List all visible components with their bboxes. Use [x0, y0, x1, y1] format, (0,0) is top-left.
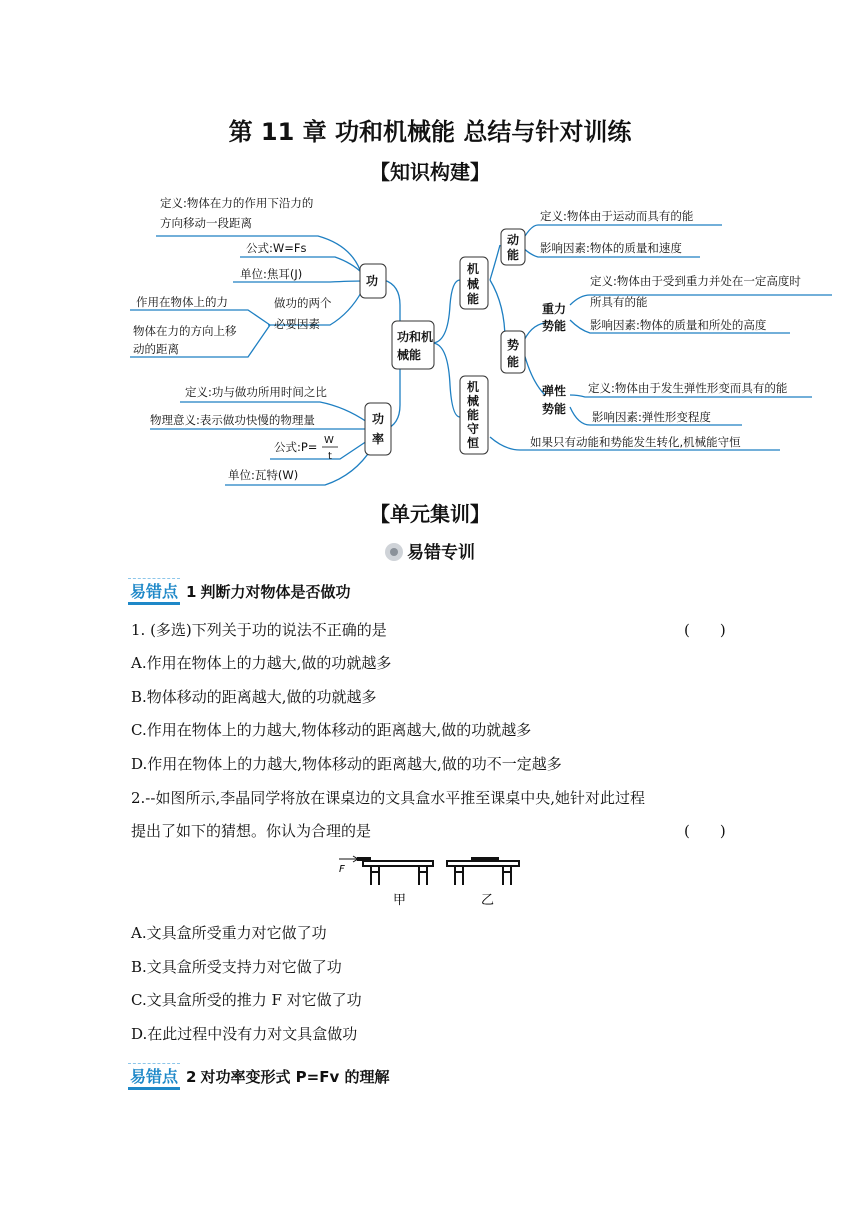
mindmap-center-1: 功和机 [397, 330, 434, 344]
figure-label-a: 甲 [393, 893, 407, 908]
section-knowledge-heading: 【知识构建】 [370, 160, 490, 184]
q1-option-c[interactable]: C.作用在物体上的力越大,物体移动的距离越大,做的功就越多 [131, 721, 532, 739]
q2-option-a[interactable]: A.文具盒所受重力对它做了功 [131, 924, 327, 942]
special-training-label: 易错专训 [407, 543, 475, 563]
pencil-box-b [471, 857, 499, 861]
q2-answer-paren[interactable]: ( ) [684, 822, 726, 840]
work-factor-distance-1: 物体在力的方向上移 [133, 324, 237, 338]
work-factor-distance-2: 动的距离 [133, 342, 179, 356]
q1-stem: 1. (多选)下列关于功的说法不正确的是 [131, 621, 387, 639]
mindmap-cons-2: 械 [467, 394, 480, 408]
knowledge-mindmap [0, 185, 860, 495]
mindmap-elastic-1: 弹性 [542, 384, 567, 398]
error-point-badge: 易错点 [128, 578, 180, 605]
work-factor-force: 作用在物体上的力 [136, 295, 228, 309]
section-unit-heading: 【单元集训】 [370, 502, 490, 526]
mindmap-cons-4: 守 [467, 422, 480, 436]
q1-option-d[interactable]: D.作用在物体上的力越大,物体移动的距离越大,做的功不一定越多 [131, 755, 562, 773]
mindmap-node-power-2: 率 [372, 432, 385, 446]
mindmap-node-power-1: 功 [372, 412, 385, 426]
error-point-number: 2 [186, 1068, 197, 1086]
error-point-1-heading [128, 578, 350, 605]
q2-option-b[interactable]: B.文具盒所受支持力对它做了功 [131, 958, 342, 976]
target-icon [385, 543, 403, 561]
power-definition: 定义:功与做功所用时间之比 [185, 385, 327, 399]
work-factors-1: 做功的两个 [274, 296, 332, 310]
error-point-title: 判断力对物体是否做功 [200, 583, 351, 601]
q2-option-d[interactable]: D.在此过程中没有力对文具盒做功 [131, 1025, 358, 1043]
error-point-badge: 易错点 [128, 1063, 180, 1090]
kinetic-definition: 定义:物体由于运动而具有的能 [540, 209, 694, 223]
work-formula: 公式:W=Fs [246, 241, 307, 255]
work-definition-2: 方向移动一段距离 [160, 216, 252, 230]
power-unit: 单位:瓦特(W) [228, 468, 299, 482]
desk-figure [335, 852, 535, 912]
work-factors-2: 必要因素 [274, 317, 320, 331]
q1-answer-paren[interactable]: ( ) [684, 621, 726, 639]
q2-stem-1: 2.--如图所示,李晶同学将放在课桌边的文具盒水平推至课桌中央,她针对此过程 [131, 789, 645, 807]
mindmap-mech-3: 能 [467, 292, 480, 306]
error-point-number: 1 [186, 583, 197, 601]
page-title: 第 11 章 功和机械能 总结与针对训练 [228, 118, 632, 146]
power-formula-denominator: t [328, 451, 332, 462]
pencil-box-a [357, 857, 371, 861]
q1-option-b[interactable]: B.物体移动的距离越大,做的功就越多 [131, 688, 377, 706]
error-point-title: 对功率变形式 P=Fv 的理解 [200, 1068, 390, 1086]
conservation-text: 如果只有动能和势能发生转化,机械能守恒 [530, 435, 741, 449]
mindmap-cons-1: 机 [467, 380, 480, 394]
force-label: F [339, 864, 345, 875]
mindmap-mech-1: 机 [467, 262, 480, 276]
kinetic-factor: 影响因素:物体的质量和速度 [540, 241, 682, 255]
power-formula-numerator: W [324, 435, 334, 446]
elastic-factor: 影响因素:弹性形变程度 [592, 410, 711, 424]
q2-stem-2: 提出了如下的猜想。你认为合理的是 [131, 822, 372, 840]
elastic-definition: 定义:物体由于发生弹性形变而具有的能 [588, 381, 788, 395]
work-unit: 单位:焦耳(J) [240, 267, 303, 281]
mindmap-node-work: 功 [366, 274, 379, 288]
gravity-definition-2: 所具有的能 [590, 295, 648, 309]
mindmap-cons-5: 恒 [467, 436, 480, 450]
figure-label-b: 乙 [481, 893, 495, 908]
special-training-heading [0, 538, 860, 563]
work-definition-1: 定义:物体在力的作用下沿力的 [160, 196, 314, 210]
mindmap-mech-2: 械 [467, 277, 480, 291]
mindmap-kinetic-2: 能 [507, 248, 520, 262]
mindmap-kinetic-1: 动 [507, 233, 520, 247]
mindmap-gravity-1: 重力 [542, 302, 567, 316]
mindmap-elastic-2: 势能 [542, 402, 567, 416]
power-meaning: 物理意义:表示做功快慢的物理量 [150, 413, 315, 427]
power-formula: 公式:P= [274, 440, 318, 454]
error-point-2-heading [128, 1063, 390, 1090]
mindmap-gravity-2: 势能 [542, 319, 567, 333]
q1-option-a[interactable]: A.作用在物体上的力越大,做的功就越多 [131, 654, 392, 672]
mindmap-cons-3: 能 [467, 408, 480, 422]
gravity-definition-1: 定义:物体由于受到重力并处在一定高度时 [590, 274, 801, 288]
mindmap-potential-2: 能 [507, 355, 520, 369]
q2-option-c[interactable]: C.文具盒所受的推力 F 对它做了功 [131, 991, 362, 1009]
mindmap-center-2: 械能 [397, 348, 422, 362]
mindmap-potential-1: 势 [507, 338, 520, 352]
gravity-factor: 影响因素:物体的质量和所处的高度 [590, 318, 767, 332]
